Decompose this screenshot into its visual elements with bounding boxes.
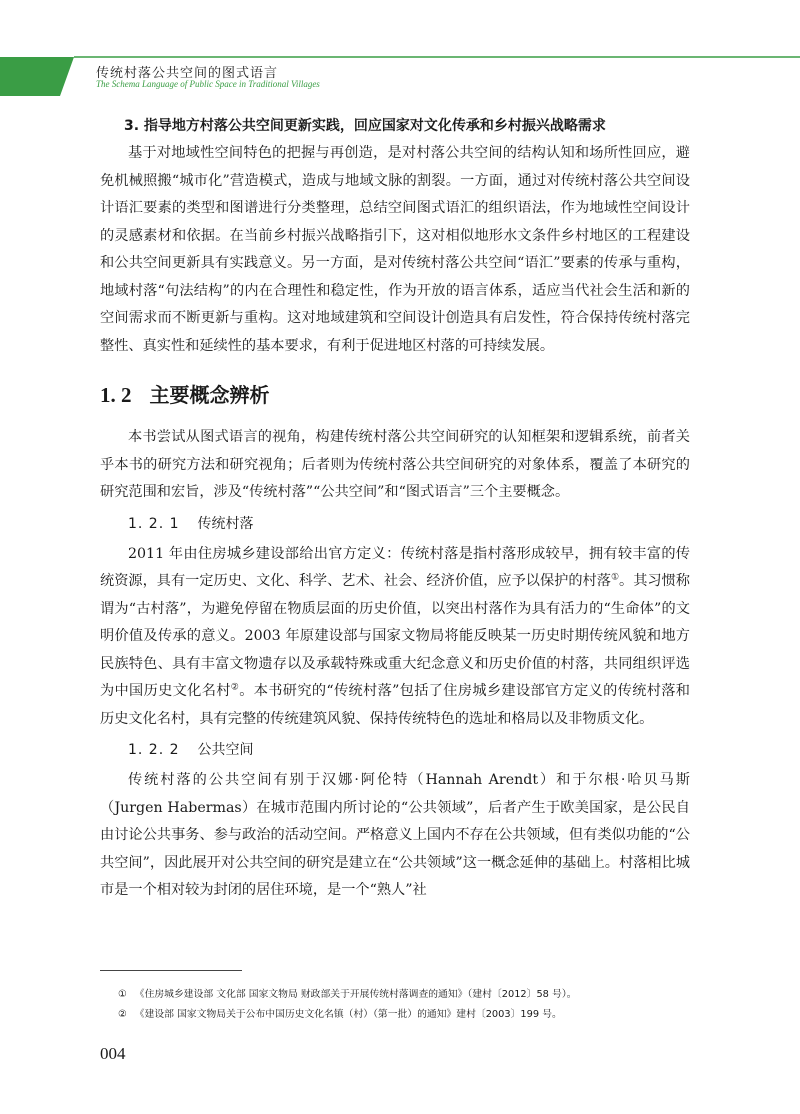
header-green-block	[0, 57, 74, 96]
text-run: 。本书研究的“传统村落”包括了住房城乡建设部官方定义的传统村落和历史文化名村，具有完整的传统建筑风貌、保持传统特色的选址和格局以及非物质文化。	[100, 683, 690, 727]
running-title: 传统村落公共空间的图式语言	[96, 66, 279, 81]
item-3-heading: 3. 指导地方村落公共空间更新实践，回应国家对文化传承和乡村振兴战略需求	[124, 118, 606, 134]
subsection-number: 1. 2. 1	[128, 515, 180, 532]
subsection-1-2-1-paragraph	[100, 541, 690, 734]
subsection-title: 传统村落	[197, 515, 254, 532]
section-title: 主要概念辨析	[149, 383, 270, 407]
main-text	[100, 112, 690, 905]
text-run: 。其习惯称谓为“古村落”，为避免停留在物质层面的历史价值，以突出村落作为具有活力的“生命体”的文明价值及传承的意义。2003 年原建设部与国家文物局将能反映某一历史时期传统风貌和地方民族特色、具有丰富文物遗存以及承载特殊或重大纪念意义和历史价值的村落，共同组织评选为中国历史文化名村	[100, 573, 690, 699]
section-1-2-heading	[100, 380, 690, 410]
section-1-2-intro: 本书尝试从图式语言的视角，构建传统村落公共空间研究的认知框架和逻辑系统，前者关乎本书的研究方法和研究视角；后者则为传统村落公共空间研究的对象体系，覆盖了本研究的研究范围和宏旨，涉及“传统村落”“公共空间”和“图式语言”三个主要概念。	[100, 429, 690, 500]
subsection-number: 1. 2. 2	[128, 742, 180, 758]
footnote-text: 《住房城乡建设部 文化部 国家文物局 财政部关于开展传统村落调查的通知》（建村〔2012〕58 号）。	[134, 989, 577, 1000]
footnotes	[118, 985, 718, 1025]
footnote-1	[118, 985, 718, 1005]
section-number: 1. 2	[100, 383, 132, 407]
item-3-paragraph: 基于对地域性空间特色的把握与再创造，是对村落公共空间的结构认知和场所性回应，避免机械照搬“城市化”营造模式，造成与地域文脉的割裂。一方面，通过对传统村落公共空间设计语汇要素的类型和图谱进行分类整理，总结空间图式语汇的组织语法，作为地域性空间设计的灵感素材和依据。在当前乡村振兴战略指引下，这对相似地形水文条件乡村地区的工程建设和公共空间更新具有实践意义。另一方面，是对传统村落公共空间“语汇”要素的传承与重构，地域村落“句法结构”的内在合理性和稳定性，作为开放的语言体系，适应当代社会生活和新的空间需求而不断更新与重构。这对地域建筑和空间设计创造具有启发性，符合保持传统村落完整性、真实性和延续性的基本要求，有利于促进地区村落的可持续发展。	[100, 145, 690, 354]
text-run: 2011 年由住房城乡建设部给出官方定义：传统村落是指村落形成较早，拥有较丰富的传统资源，具有一定历史、文化、科学、艺术、社会、经济价值，应予以保护的村落	[100, 545, 690, 589]
subsection-1-2-1-heading	[128, 511, 690, 537]
subsection-title: 公共空间	[197, 742, 254, 758]
footnote-2	[118, 1005, 718, 1025]
footnote-mark: ①	[118, 989, 127, 1000]
page-number: 004	[100, 1044, 126, 1063]
footnote-mark: ②	[118, 1009, 127, 1020]
footnote-text: 《建设部 国家文物局关于公布中国历史文化名镇（村）（第一批）的通知》建村〔2003〕199 号。	[134, 1009, 562, 1020]
running-subtitle: The Schema Language of Public Space in Traditional Villages	[96, 79, 320, 89]
subsection-1-2-2-paragraph: 传统村落的公共空间有别于汉娜·阿伦特（Hannah Arendt）和于尔根·哈贝马斯（Jurgen Habermas）在城市范围内所讨论的“公共领域”，后者产生于欧美国家，是公民自由讨论公共事务、参与政治的活动空间。严格意义上国内不存在公共领域，但有类似功能的“公共空间”，因此展开对公共空间的研究是建立在“公共领域”这一概念延伸的基础上。村落相比城市是一个相对较为封闭的居住环境，是一个“熟人”社	[100, 772, 690, 898]
page-header	[0, 0, 800, 96]
footnote-ref-1[interactable]: ①	[610, 572, 620, 583]
subsection-1-2-2-heading	[128, 737, 690, 763]
footnote-ref-2[interactable]: ②	[230, 682, 240, 693]
footnote-divider	[100, 970, 242, 971]
